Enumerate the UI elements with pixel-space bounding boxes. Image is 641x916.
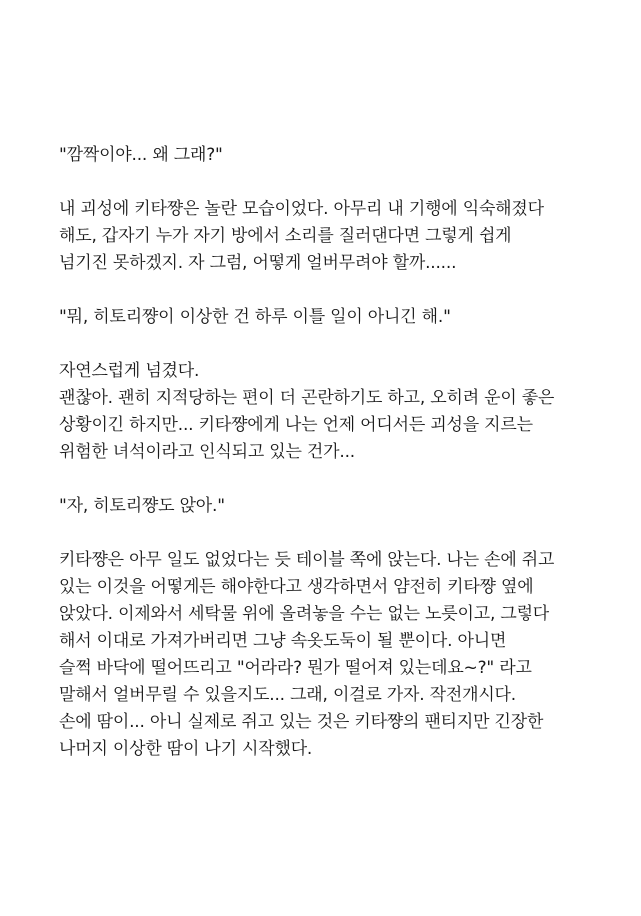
text-line: 넘기진 못하겠지. 자 그럼, 어떻게 얼버무려야 할까...... (59, 253, 457, 273)
text-line: 나머지 이상한 땀이 나기 시작했다. (59, 739, 313, 759)
text-line: 키타쨩은 아무 일도 없었다는 듯 테이블 쪽에 앉는다. 나는 손에 쥐고 (59, 550, 555, 570)
text-line: 상황이긴 하지만... 키타쨩에게 나는 언제 어디서든 괴성을 지르는 (59, 415, 533, 435)
text-line: "자, 히토리쨩도 앉아." (59, 496, 225, 516)
paragraph (59, 142, 634, 169)
text-line: 해도, 갑자기 누가 자기 방에서 소리를 질러댄다면 그렇게 쉽게 (59, 226, 512, 246)
text-line: 내 괴성에 키타쨩은 놀란 모습이었다. 아무리 내 기행에 익숙해졌다 (59, 199, 544, 219)
text-line: 괜찮아. 괜히 지적당하는 편이 더 곤란하기도 하고, 오히려 운이 좋은 (59, 388, 555, 408)
paragraph (59, 493, 634, 520)
text-line: 자연스럽게 넘겼다. (59, 361, 200, 381)
paragraph (59, 358, 634, 466)
paragraph (59, 196, 634, 277)
text-line: "깜짝이야... 왜 그래?" (59, 145, 223, 165)
text-line: 위험한 녀석이라고 인식되고 있는 건가... (59, 442, 355, 462)
text-line: 손에 땀이... 아니 실제로 쥐고 있는 것은 키타쨩의 팬티지만 긴장한 (59, 712, 544, 732)
paragraph (59, 304, 634, 331)
paragraph (59, 547, 634, 763)
story-text (59, 142, 634, 763)
text-line: 앉았다. 이제와서 세탁물 위에 올려놓을 수는 없는 노릇이고, 그렇다 (59, 604, 550, 624)
text-line: "뭐, 히토리쨩이 이상한 건 하루 이틀 일이 아니긴 해." (59, 307, 451, 327)
text-line: 해서 이대로 가져가버리면 그냥 속옷도둑이 될 뿐이다. 아니면 (59, 631, 507, 651)
text-line: 슬쩍 바닥에 떨어뜨리고 "어라라? 뭔가 떨어져 있는데요~?" 라고 (59, 658, 532, 678)
text-line: 말해서 얼버무릴 수 있을지도... 그래, 이걸로 가자. 작전개시다. (59, 685, 516, 705)
text-line: 있는 이것을 어떻게든 해야한다고 생각하면서 얌전히 키타쨩 옆에 (59, 577, 534, 597)
